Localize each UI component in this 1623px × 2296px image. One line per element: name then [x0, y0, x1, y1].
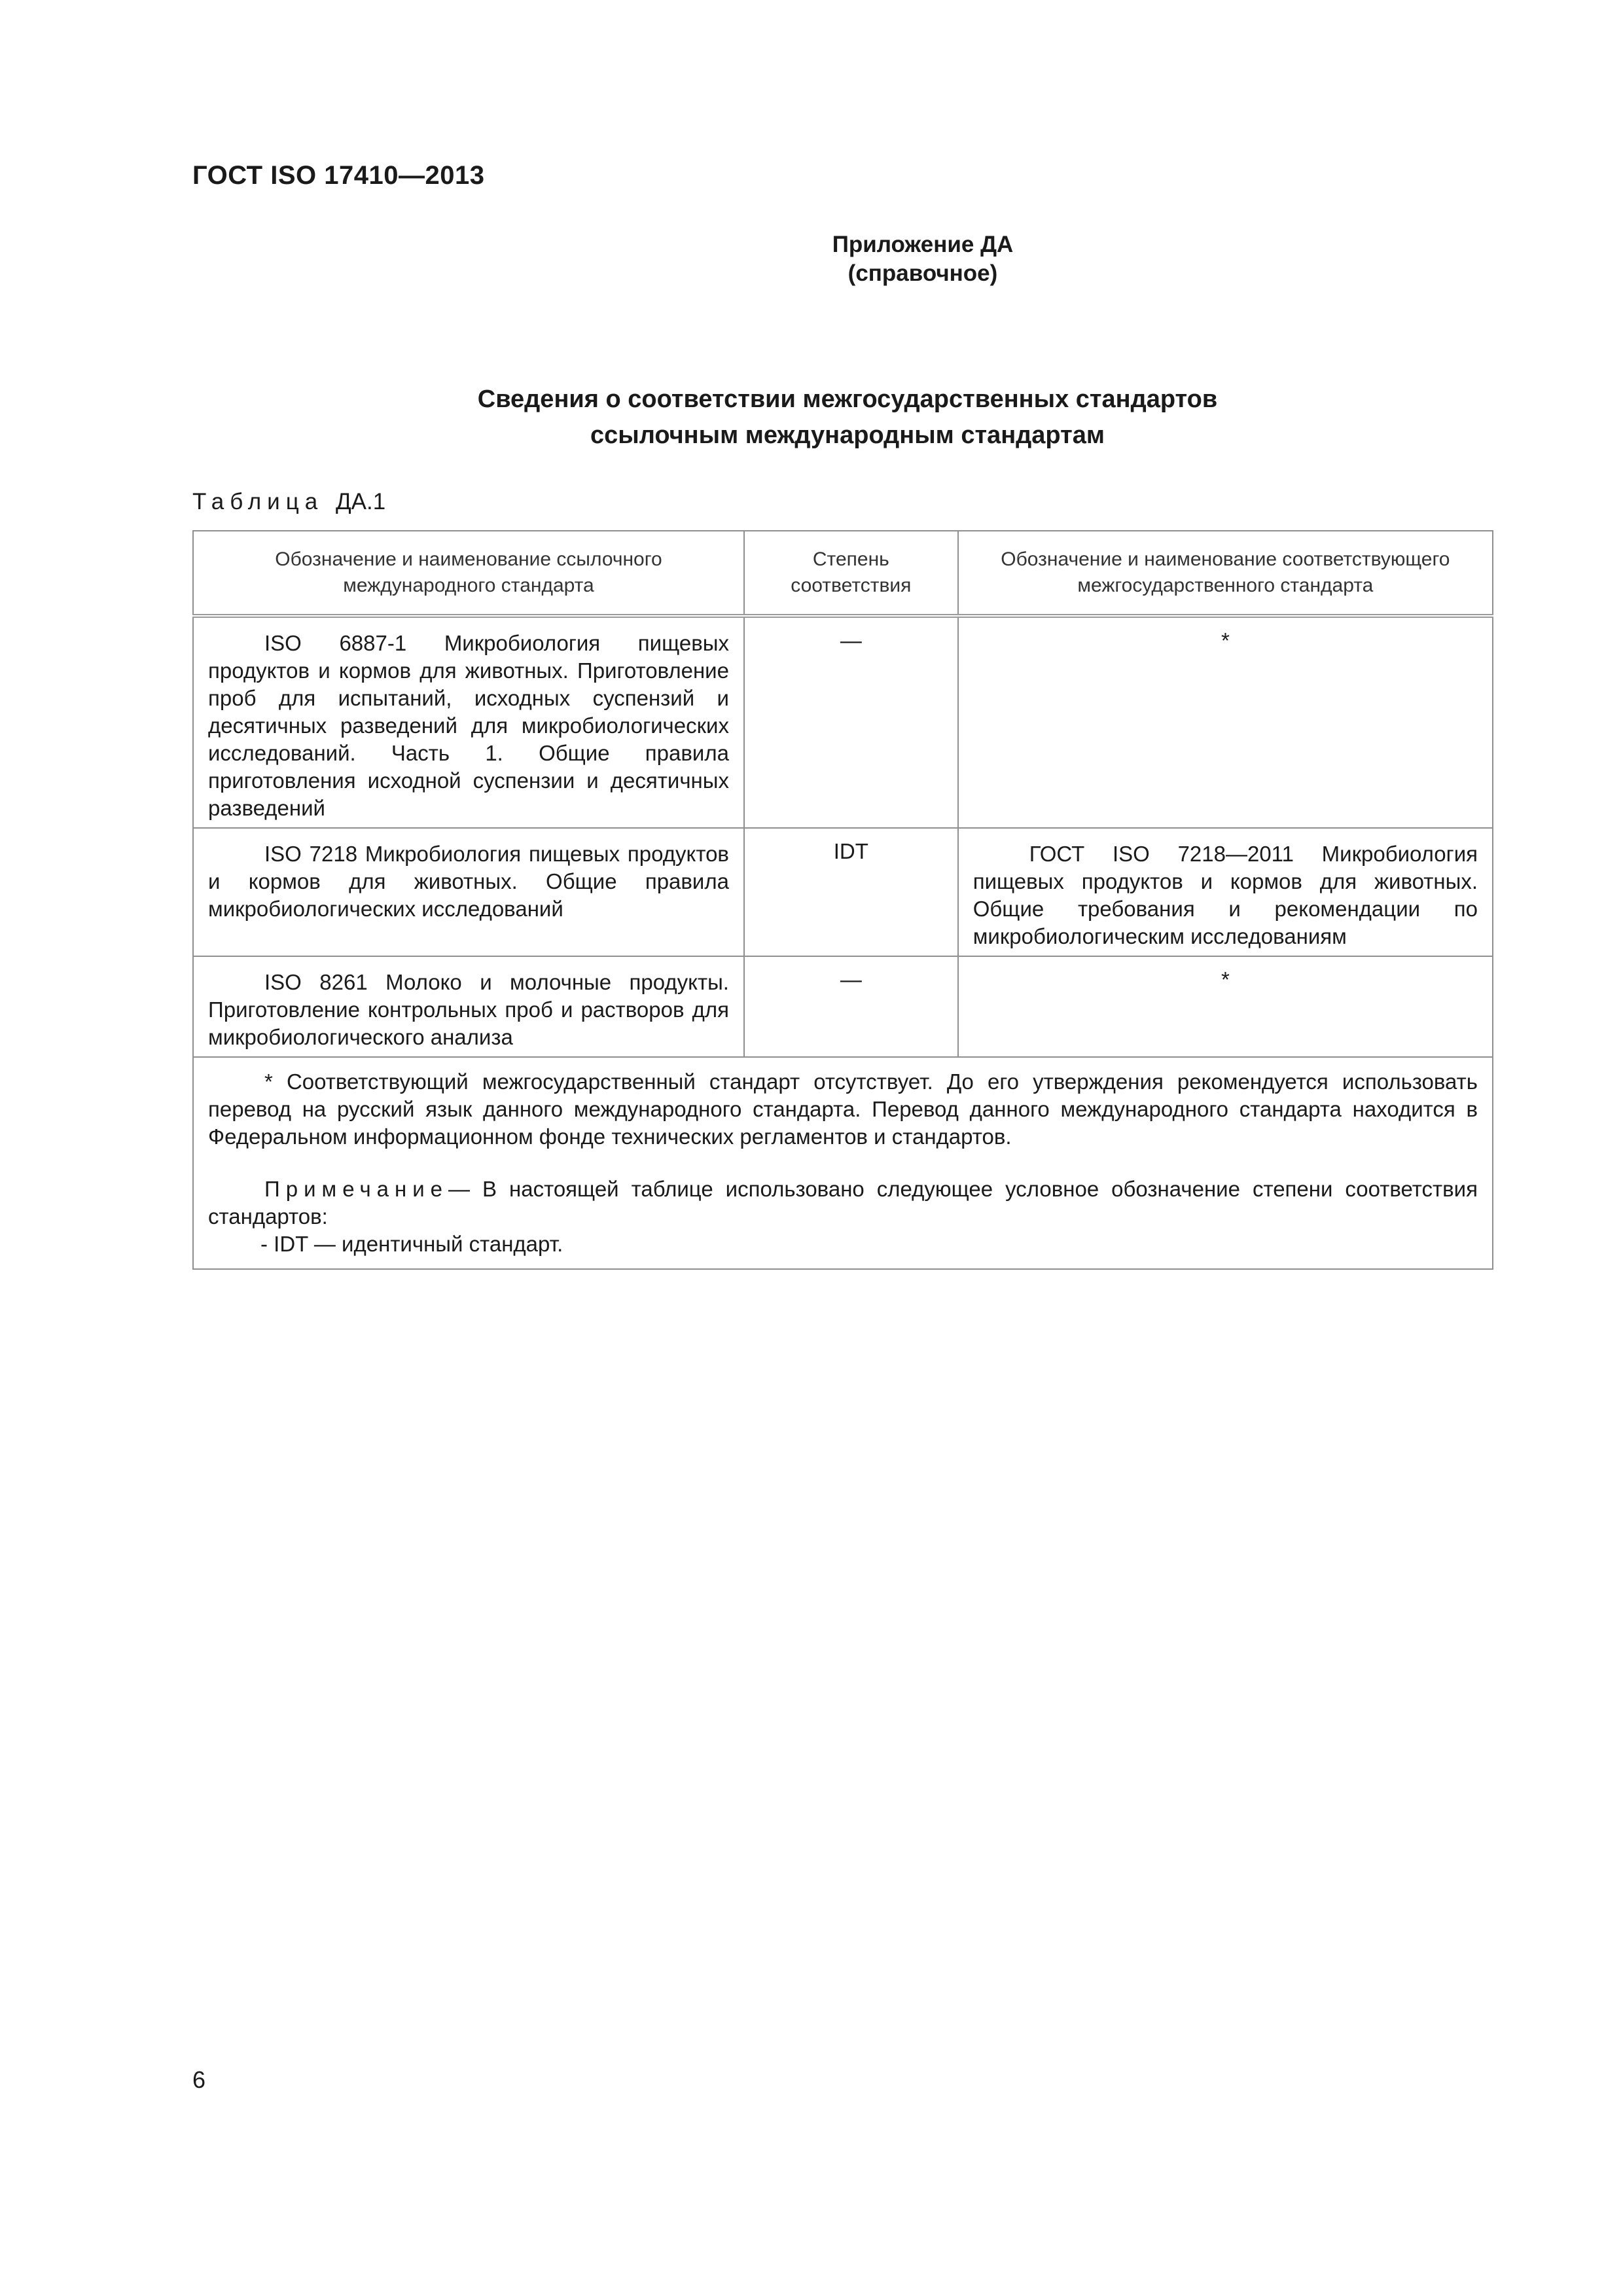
footnote-text: * Соответствующий межгосударственный стандарт отсутствует. До его утверждения рекомендуется использовать перевод на русский язык данного международного стандарта. Перевод данного международного стандарта находится в Федеральном информационном фонде технических регламентов и стандартов.	[208, 1069, 1478, 1149]
cell-international	[193, 828, 744, 956]
table-row	[193, 828, 1493, 956]
cell-degree: —	[744, 956, 958, 1057]
page-number: 6	[192, 2066, 206, 2093]
table-row	[193, 616, 1493, 828]
annex-heading	[0, 230, 1623, 288]
cell-international-text: ISO 7218 Микробиология пищевых продуктов и кормов для животных. Общие правила микробиологических исследований	[208, 842, 729, 921]
cell-degree: IDT	[744, 828, 958, 956]
note-label: Примечание	[264, 1177, 449, 1201]
section-title-line-1: Сведения о соответствии межгосударственных стандартов	[477, 386, 1218, 413]
correspondence-table	[192, 530, 1493, 1270]
header-international-standard: Обозначение и наименование ссылочного международного стандарта	[193, 531, 744, 616]
table-note	[208, 1175, 1478, 1230]
section-title-line-2: ссылочным международным стандартам	[590, 422, 1105, 449]
cell-international-text: ISO 8261 Молоко и молочные продукты. Приготовление контрольных проб и растворов для микробиологического анализа	[208, 970, 729, 1049]
annex-subtitle: (справочное)	[847, 260, 998, 286]
table-caption-word: Таблица	[192, 489, 324, 514]
cell-interstate-text: ГОСТ ISO 7218—2011 Микробиология пищевых продуктов и кормов для животных. Общие требования и рекомендации по микробиологическим исследованиям	[972, 842, 1478, 948]
note-text: — В настоящей таблице использовано следующее условное обозначение степени соответствия стандартов:	[208, 1177, 1478, 1229]
cell-interstate: *	[958, 956, 1493, 1057]
table-footnote-cell	[193, 1057, 1493, 1269]
legend-idt: - IDT — идентичный стандарт.	[260, 1232, 563, 1256]
annex-title: Приложение ДА	[832, 232, 1014, 257]
table-footer-row	[193, 1057, 1493, 1269]
table-caption	[192, 489, 385, 515]
table-row	[193, 956, 1493, 1057]
table-caption-number: ДА.1	[335, 489, 386, 514]
table-header-row	[193, 531, 1493, 616]
cell-international	[193, 956, 744, 1057]
cell-interstate	[958, 828, 1493, 956]
cell-interstate: *	[958, 616, 1493, 828]
header-interstate-standard: Обозначение и наименование соответствующего межгосударственного стандарта	[958, 531, 1493, 616]
header-degree: Степень соответствия	[744, 531, 958, 616]
cell-international-text: ISO 6887-1 Микробиология пищевых продуктов и кормов для животных. Приготовление проб для испытаний, исходных суспензий и десятичных разведений для микробиологических исследований. Часть 1. Общие правила приготовления исходной суспензии и десятичных разведений	[208, 631, 729, 820]
document-code: ГОСТ ISO 17410—2013	[192, 161, 485, 190]
section-title	[0, 382, 1623, 454]
cell-degree: —	[744, 616, 958, 828]
cell-international	[193, 616, 744, 828]
